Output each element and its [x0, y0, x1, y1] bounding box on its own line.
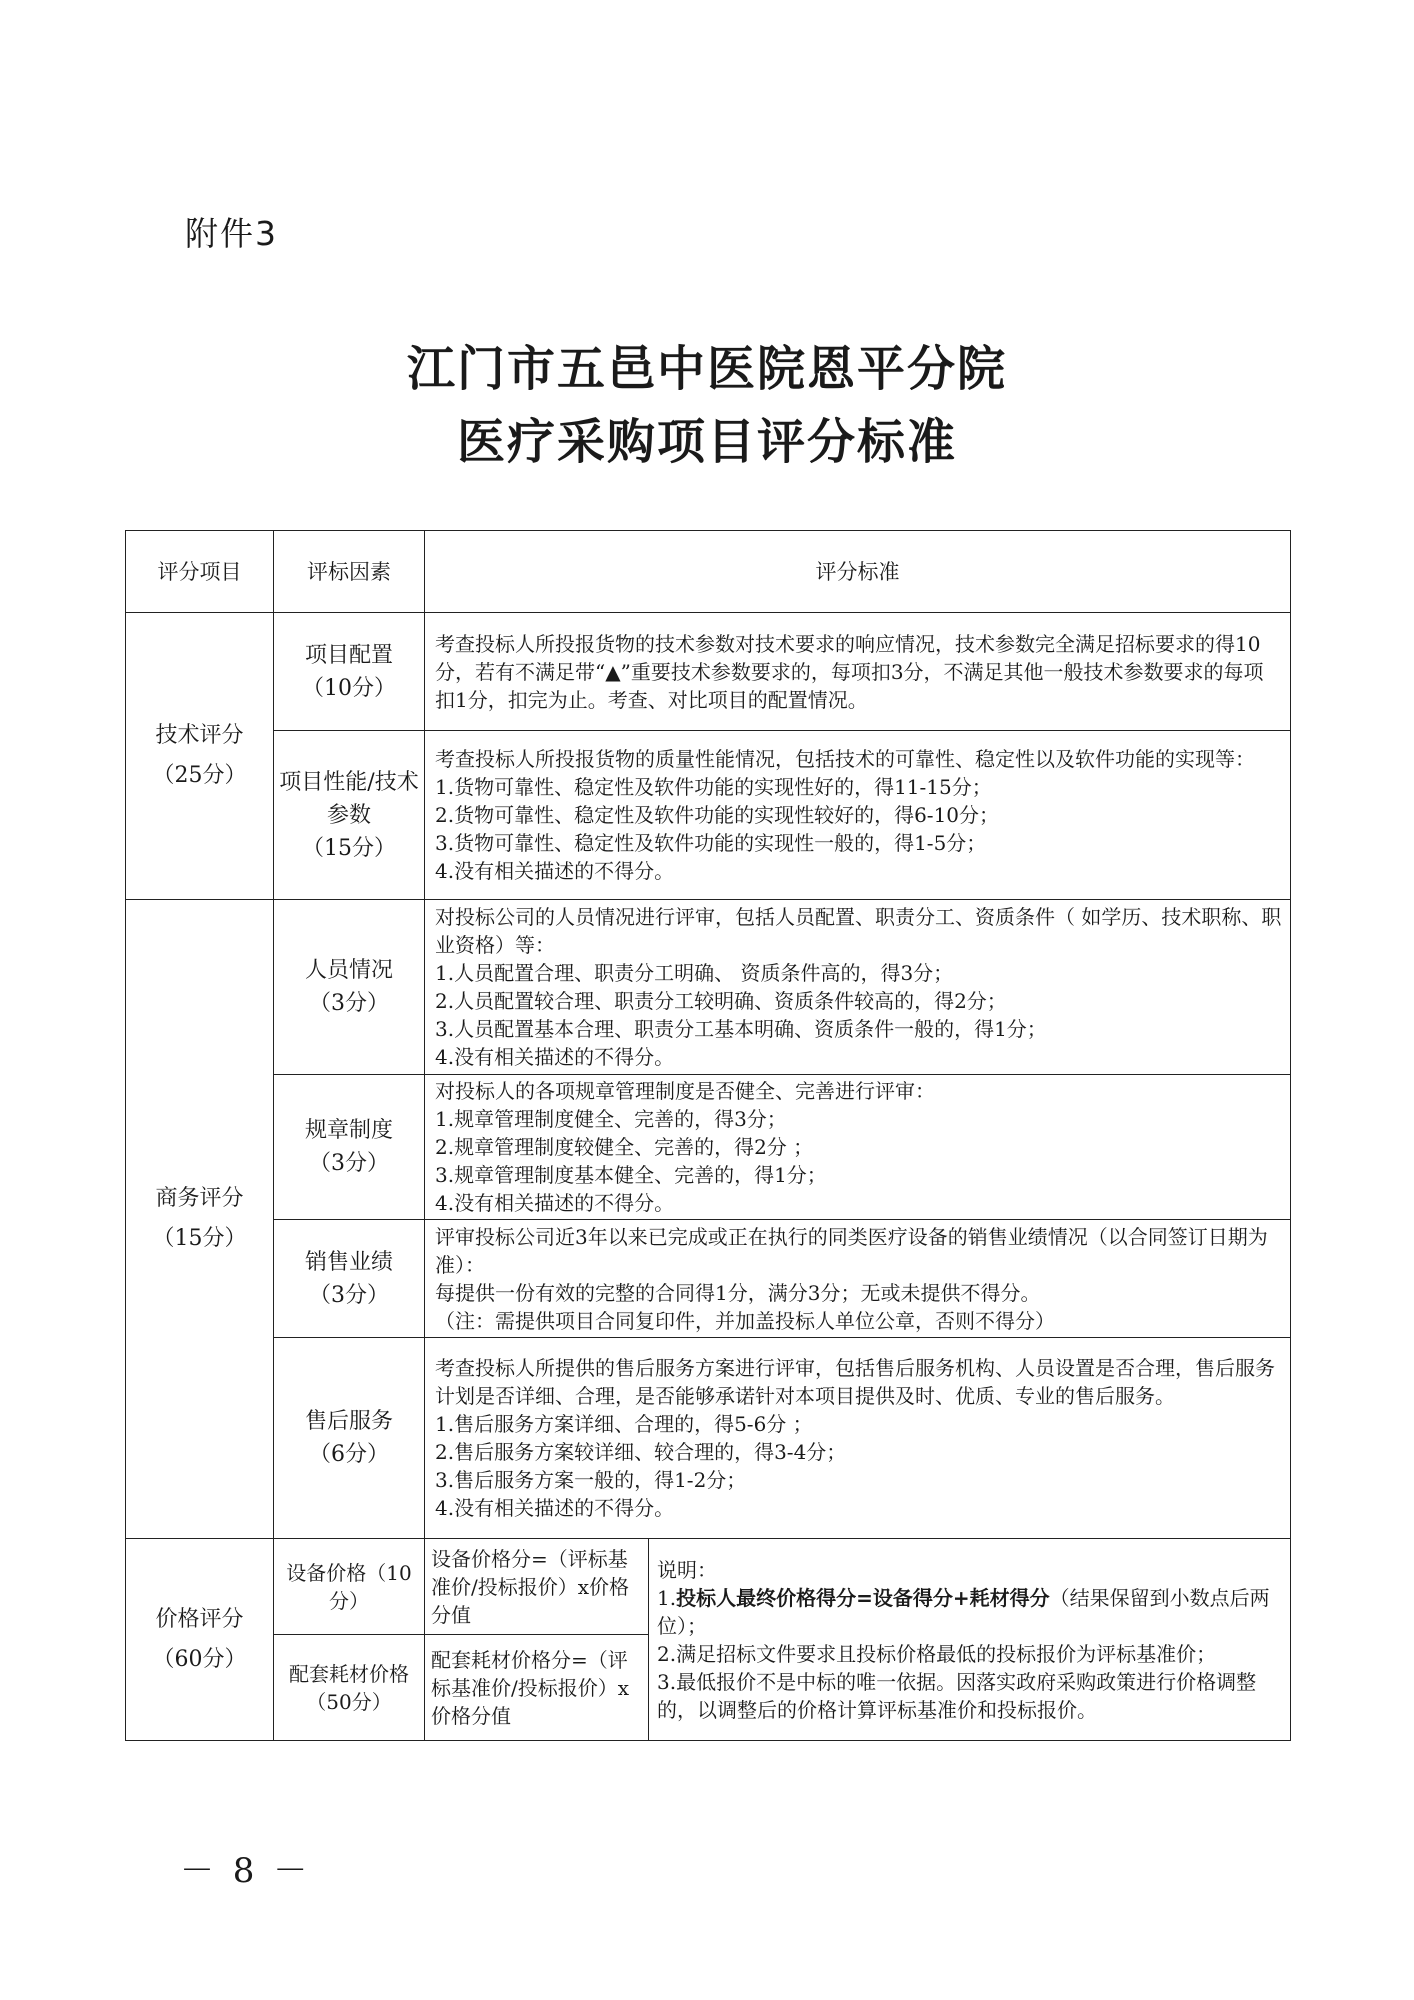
- criteria-line: 2.货物可靠性、稳定性及软件功能的实现性较好的，得6-10分；: [435, 803, 1000, 827]
- table-row: [126, 613, 1291, 731]
- factor-cell: [274, 900, 425, 1075]
- factor-cell-consumables-price: [274, 1635, 425, 1741]
- factor-cell: [274, 731, 425, 900]
- criteria-line: 3.规章管理制度基本健全、完善的，得1分；: [435, 1163, 827, 1187]
- table-header-row: [126, 531, 1291, 613]
- criteria-line: 评审投标公司近3年以来已完成或正在执行的同类医疗设备的销售业绩情况（以合同签订日期为准）：: [435, 1224, 1268, 1277]
- category-name: 商务评分: [155, 1186, 244, 1211]
- factor-cell: [274, 1075, 425, 1220]
- category-score: （60分）: [152, 1646, 247, 1672]
- category-cell-business: [126, 900, 274, 1539]
- note-line-3: 3.最低报价不是中标的唯一依据。因落实政府采购政策进行价格调整的，以调整后的价格计算评标基准价和投标报价。: [657, 1669, 1257, 1722]
- factor-name: 项目性能/技术参数: [279, 769, 419, 828]
- criteria-line: 考查投标人所提供的售后服务方案进行评审，包括售后服务机构、人员设置是否合理，售后服务计划是否详细、合理，是否能够承诺针对本项目提供及时、优质、专业的售后服务。: [435, 1356, 1275, 1408]
- table-row: [126, 731, 1291, 900]
- criteria-line: 考查投标人所投报货物的技术参数对技术要求的响应情况，技术参数完全满足招标要求的得10分，若有不满足带“▲”重要技术参数要求的，每项扣3分，不满足其他一般技术参数要求的每项扣1分，扣完为止。考查、对比项目的配置情况。: [435, 631, 1264, 712]
- note-1-emphasis: 投标人最终价格得分=设备得分+耗材得分: [676, 1585, 1050, 1610]
- category-score: （15分）: [152, 1226, 247, 1251]
- criteria-cell: [425, 1220, 1291, 1338]
- factor-points: （3分）: [309, 1282, 389, 1308]
- category-name: 价格评分: [155, 1606, 244, 1632]
- criteria-line: 对投标人的各项规章管理制度是否健全、完善进行评审：: [435, 1079, 935, 1103]
- criteria-line: 1.售后服务方案详细、合理的，得5-6分 ；: [435, 1412, 813, 1436]
- header-category: 评分项目: [126, 531, 274, 613]
- page-number: － 8 －: [180, 1851, 312, 1891]
- category-cell-price: [126, 1539, 274, 1741]
- factor-name: 规章制度: [304, 1118, 393, 1143]
- criteria-line: （注：需提供项目合同复印件，并加盖投标人单位公章，否则不得分）: [435, 1308, 1055, 1333]
- factor-points: （15分）: [302, 835, 396, 861]
- header-factor: 评标因素: [274, 531, 425, 613]
- document-title-line-2: 医疗采购项目评分标准: [456, 414, 957, 470]
- criteria-cell: [425, 731, 1291, 900]
- factor-name: 人员情况: [304, 958, 393, 983]
- criteria-line: 2.规章管理制度较健全、完善的，得2分 ；: [435, 1135, 814, 1159]
- factor-name: 销售业绩: [304, 1249, 393, 1275]
- note-title: 说明：: [657, 1557, 717, 1582]
- criteria-cell: [425, 1075, 1291, 1220]
- criteria-line: 4.没有相关描述的不得分。: [435, 1191, 675, 1215]
- table-row: [126, 1220, 1291, 1338]
- criteria-line: 1.规章管理制度健全、完善的，得3分；: [435, 1107, 787, 1131]
- factor-cell-equipment-price: [274, 1539, 425, 1635]
- table-row: [126, 1338, 1291, 1539]
- criteria-line: 对投标公司的人员情况进行评审，包括人员配置、职责分工、资质条件（ 如学历、技术职称、职业资格）等：: [435, 905, 1282, 957]
- scoring-table: [125, 530, 1291, 1741]
- criteria-line: 3.售后服务方案一般的，得1-2分；: [435, 1468, 747, 1492]
- factor-cell: [274, 613, 425, 731]
- formula-text: 配套耗材价格分=（评标基准价/投标报价）x价格分值: [431, 1647, 630, 1728]
- criteria-cell: [425, 613, 1291, 731]
- criteria-line: 每提供一份有效的完整的合同得1分，满分3分；无或未提供不得分。: [435, 1280, 1041, 1305]
- factor-name: 售后服务: [304, 1409, 393, 1434]
- factor-points: （10分）: [302, 675, 396, 701]
- criteria-line: 1.货物可靠性、稳定性及软件功能的实现性好的，得11-15分；: [435, 775, 992, 799]
- formula-cell-equipment: [425, 1539, 649, 1635]
- criteria-cell: [425, 900, 1291, 1075]
- factor-cell: [274, 1220, 425, 1338]
- factor-name: 设备价格（10分）: [286, 1560, 412, 1613]
- note-1-rest: （结果保留到小数点后两位）；: [657, 1585, 1270, 1638]
- formula-text: 设备价格分=（评标基准价/投标报价）x价格分值: [431, 1546, 630, 1627]
- factor-points: （3分）: [309, 991, 389, 1016]
- header-criteria: 评分标准: [425, 531, 1291, 613]
- criteria-line: 1.人员配置合理、职责分工明确、 资质条件高的，得3分；: [435, 961, 954, 985]
- factor-name: 配套耗材价格（50分）: [289, 1661, 409, 1714]
- criteria-line: 3.人员配置基本合理、职责分工基本明确、资质条件一般的，得1分；: [435, 1017, 1047, 1041]
- attachment-label: 附件3: [185, 214, 278, 253]
- criteria-line: 2.人员配置较合理、职责分工较明确、资质条件较高的，得2分；: [435, 989, 1007, 1013]
- note-line-1: [657, 1584, 1282, 1640]
- criteria-line: 2.售后服务方案较详细、较合理的，得3-4分；: [435, 1440, 847, 1464]
- factor-cell: [274, 1338, 425, 1539]
- factor-points: （3分）: [309, 1151, 389, 1176]
- criteria-line: 考查投标人所投报货物的质量性能情况，包括技术的可靠性、稳定性以及软件功能的实现等：: [435, 747, 1255, 771]
- note-1-prefix: 1.: [657, 1585, 677, 1610]
- table-row: [126, 1539, 1291, 1635]
- criteria-line: 4.没有相关描述的不得分。: [435, 1045, 675, 1069]
- category-cell-tech: [126, 613, 274, 900]
- table-row: [126, 900, 1291, 1075]
- formula-cell-consumables: [425, 1635, 649, 1741]
- price-note-cell: [649, 1539, 1291, 1741]
- criteria-line: 4.没有相关描述的不得分。: [435, 1496, 675, 1520]
- note-line-2: 2.满足招标文件要求且投标价格最低的投标报价为评标基准价；: [657, 1641, 1217, 1666]
- factor-name: 项目配置: [304, 642, 393, 668]
- document-title-line-1: 江门市五邑中医院恩平分院: [406, 341, 1007, 397]
- category-name: 技术评分: [155, 723, 244, 748]
- factor-points: （6分）: [309, 1442, 389, 1467]
- criteria-line: 4.没有相关描述的不得分。: [435, 859, 675, 883]
- category-score: （25分）: [152, 763, 247, 788]
- table-row: [126, 1075, 1291, 1220]
- criteria-line: 3.货物可靠性、稳定性及软件功能的实现性一般的，得1-5分；: [435, 831, 987, 855]
- criteria-cell: [425, 1338, 1291, 1539]
